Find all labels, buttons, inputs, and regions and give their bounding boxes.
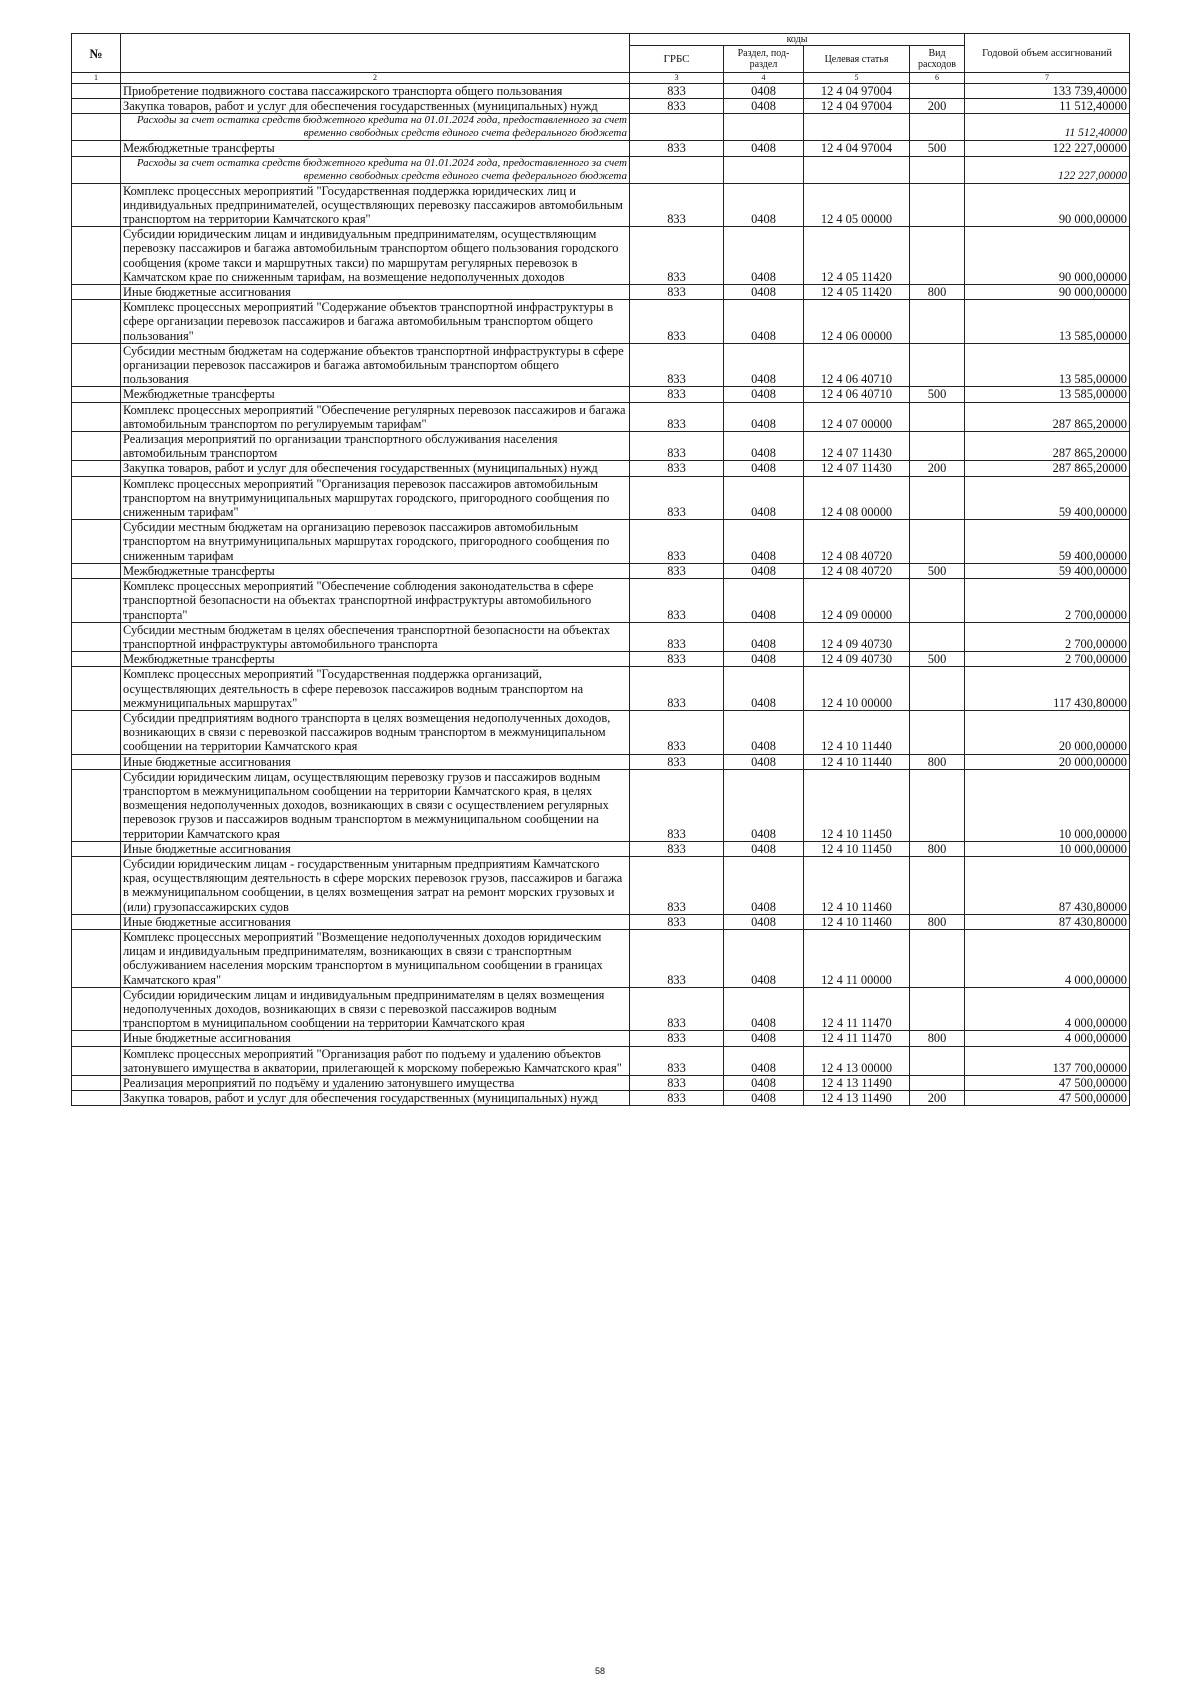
row-name-cell: Расходы за счет остатка средств бюджетного кредита на 01.01.2024 года, предоставленного за счет временно свободных средств единого счета федерального бюджета	[121, 114, 630, 141]
row-number-cell	[72, 183, 121, 227]
row-grbs-cell: 833	[630, 461, 724, 476]
table-row	[72, 841, 1130, 856]
row-grbs-cell: 833	[630, 652, 724, 667]
row-number-cell	[72, 432, 121, 461]
table-row	[72, 300, 1130, 344]
row-number-cell	[72, 114, 121, 141]
row-exp-type-cell	[910, 84, 965, 99]
row-exp-type-cell	[910, 667, 965, 711]
table-row	[72, 141, 1130, 156]
row-amount-cell: 2 700,00000	[965, 622, 1130, 651]
row-number-cell	[72, 476, 121, 520]
row-target-cell: 12 4 11 00000	[804, 929, 910, 987]
row-number-cell	[72, 461, 121, 476]
row-name-cell: Субсидии предприятиям водного транспорта в целях возмещения недополученных доходов, возникающих в связи с перевозкой пассажиров водным транспортом в межмуниципальном сообщении на территории Камчатского края	[121, 710, 630, 754]
row-exp-type-cell	[910, 114, 965, 141]
row-grbs-cell: 833	[630, 520, 724, 564]
row-section-cell: 0408	[724, 141, 804, 156]
row-grbs-cell: 833	[630, 841, 724, 856]
row-target-cell: 12 4 08 40720	[804, 520, 910, 564]
row-target-cell: 12 4 10 11440	[804, 710, 910, 754]
row-exp-type-cell	[910, 343, 965, 387]
row-amount-cell: 47 500,00000	[965, 1076, 1130, 1091]
table-row	[72, 754, 1130, 769]
table-row	[72, 227, 1130, 285]
row-section-cell: 0408	[724, 667, 804, 711]
row-exp-type-cell	[910, 156, 965, 183]
row-section-cell	[724, 156, 804, 183]
table-row	[72, 461, 1130, 476]
row-section-cell: 0408	[724, 99, 804, 114]
row-exp-type-cell	[910, 300, 965, 344]
row-amount-cell: 133 739,40000	[965, 84, 1130, 99]
row-grbs-cell: 833	[630, 300, 724, 344]
table-row	[72, 987, 1130, 1031]
row-number-cell	[72, 710, 121, 754]
row-number-cell	[72, 99, 121, 114]
header-name	[121, 34, 630, 73]
table-row	[72, 99, 1130, 114]
row-exp-type-cell: 200	[910, 461, 965, 476]
row-target-cell: 12 4 05 11420	[804, 285, 910, 300]
row-target-cell: 12 4 11 11470	[804, 987, 910, 1031]
colnum-3: 3	[630, 73, 724, 84]
row-name-cell: Иные бюджетные ассигнования	[121, 754, 630, 769]
row-amount-cell: 11 512,40000	[965, 114, 1130, 141]
row-name-cell: Комплекс процессных мероприятий "Содержание объектов транспортной инфраструктуры в сфере организации перевозок пассажиров и багажа автомобильным транспортом общего пользования"	[121, 300, 630, 344]
row-section-cell: 0408	[724, 183, 804, 227]
row-target-cell: 12 4 10 11440	[804, 754, 910, 769]
row-amount-cell: 59 400,00000	[965, 476, 1130, 520]
row-grbs-cell	[630, 114, 724, 141]
row-name-cell: Комплекс процессных мероприятий "Обеспечение регулярных перевозок пассажиров и багажа автомобильным транспортом по регулируемым тарифам"	[121, 402, 630, 431]
row-grbs-cell: 833	[630, 1031, 724, 1046]
row-name-cell: Межбюджетные трансферты	[121, 563, 630, 578]
row-name-cell: Иные бюджетные ассигнования	[121, 914, 630, 929]
header-exp-type: Вид расходов	[910, 46, 965, 73]
row-section-cell: 0408	[724, 285, 804, 300]
row-name-cell: Межбюджетные трансферты	[121, 652, 630, 667]
row-section-cell: 0408	[724, 856, 804, 914]
row-amount-cell: 2 700,00000	[965, 579, 1130, 623]
row-target-cell: 12 4 04 97004	[804, 99, 910, 114]
row-target-cell: 12 4 07 00000	[804, 402, 910, 431]
row-amount-cell: 90 000,00000	[965, 285, 1130, 300]
row-target-cell: 12 4 13 11490	[804, 1091, 910, 1106]
row-target-cell: 12 4 09 40730	[804, 652, 910, 667]
row-target-cell: 12 4 06 40710	[804, 387, 910, 402]
row-exp-type-cell	[910, 1046, 965, 1075]
header-target: Целевая статья	[804, 46, 910, 73]
header-grbs: ГРБС	[630, 46, 724, 73]
row-grbs-cell: 833	[630, 285, 724, 300]
row-name-cell: Межбюджетные трансферты	[121, 141, 630, 156]
row-grbs-cell: 833	[630, 563, 724, 578]
row-target-cell	[804, 156, 910, 183]
row-number-cell	[72, 929, 121, 987]
row-number-cell	[72, 1091, 121, 1106]
row-amount-cell: 90 000,00000	[965, 227, 1130, 285]
row-amount-cell: 13 585,00000	[965, 343, 1130, 387]
row-grbs-cell: 833	[630, 1091, 724, 1106]
table-row	[72, 710, 1130, 754]
row-target-cell: 12 4 07 11430	[804, 461, 910, 476]
table-row	[72, 432, 1130, 461]
row-number-cell	[72, 667, 121, 711]
row-target-cell: 12 4 05 11420	[804, 227, 910, 285]
row-target-cell: 12 4 07 11430	[804, 432, 910, 461]
header-annual: Годовой объем ассигнований	[965, 34, 1130, 73]
row-number-cell	[72, 141, 121, 156]
row-exp-type-cell	[910, 929, 965, 987]
row-name-cell: Закупка товаров, работ и услуг для обеспечения государственных (муниципальных) нужд	[121, 461, 630, 476]
table-row	[72, 520, 1130, 564]
row-section-cell: 0408	[724, 769, 804, 841]
table-row	[72, 914, 1130, 929]
budget-table	[71, 33, 1130, 1106]
row-target-cell: 12 4 06 00000	[804, 300, 910, 344]
row-section-cell: 0408	[724, 432, 804, 461]
row-number-cell	[72, 754, 121, 769]
row-name-cell: Расходы за счет остатка средств бюджетного кредита на 01.01.2024 года, предоставленного за счет временно свободных средств единого счета федерального бюджета	[121, 156, 630, 183]
row-grbs-cell: 833	[630, 710, 724, 754]
row-grbs-cell: 833	[630, 929, 724, 987]
row-section-cell: 0408	[724, 652, 804, 667]
row-number-cell	[72, 520, 121, 564]
row-grbs-cell: 833	[630, 769, 724, 841]
row-name-cell: Закупка товаров, работ и услуг для обеспечения государственных (муниципальных) нужд	[121, 1091, 630, 1106]
colnum-1: 1	[72, 73, 121, 84]
row-section-cell: 0408	[724, 1091, 804, 1106]
row-amount-cell: 47 500,00000	[965, 1091, 1130, 1106]
row-exp-type-cell	[910, 710, 965, 754]
header-row-1	[72, 34, 1130, 46]
row-target-cell: 12 4 04 97004	[804, 141, 910, 156]
colnum-5: 5	[804, 73, 910, 84]
row-amount-cell: 90 000,00000	[965, 183, 1130, 227]
row-exp-type-cell: 500	[910, 141, 965, 156]
row-name-cell: Иные бюджетные ассигнования	[121, 285, 630, 300]
row-amount-cell: 11 512,40000	[965, 99, 1130, 114]
table-row	[72, 1046, 1130, 1075]
row-section-cell: 0408	[724, 841, 804, 856]
row-exp-type-cell	[910, 183, 965, 227]
row-target-cell: 12 4 10 11460	[804, 856, 910, 914]
row-target-cell: 12 4 09 40730	[804, 622, 910, 651]
row-name-cell: Субсидии местным бюджетам в целях обеспечения транспортной безопасности на объектах транспортной инфраструктуры автомобильного транспорта	[121, 622, 630, 651]
row-name-cell: Реализация мероприятий по подъёму и удалению затонувшего имущества	[121, 1076, 630, 1091]
table-row	[72, 84, 1130, 99]
row-amount-cell: 13 585,00000	[965, 300, 1130, 344]
table-row	[72, 622, 1130, 651]
row-target-cell: 12 4 06 40710	[804, 343, 910, 387]
table-row	[72, 476, 1130, 520]
row-exp-type-cell: 500	[910, 652, 965, 667]
table-row	[72, 387, 1130, 402]
row-exp-type-cell: 500	[910, 387, 965, 402]
row-amount-cell: 4 000,00000	[965, 929, 1130, 987]
colnum-2: 2	[121, 73, 630, 84]
row-name-cell: Реализация мероприятий по организации транспортного обслуживания населения автомобильным транспортом	[121, 432, 630, 461]
row-number-cell	[72, 1046, 121, 1075]
row-number-cell	[72, 300, 121, 344]
row-exp-type-cell	[910, 432, 965, 461]
row-amount-cell: 13 585,00000	[965, 387, 1130, 402]
table-row	[72, 114, 1130, 141]
row-name-cell: Субсидии юридическим лицам и индивидуальным предпринимателям в целях возмещения недополученных доходов, возникающих в связи с перевозкой пассажиров водным транспортом в муниципальном сообщении на территории Камчатского края	[121, 987, 630, 1031]
row-exp-type-cell: 800	[910, 285, 965, 300]
row-exp-type-cell	[910, 987, 965, 1031]
row-grbs-cell: 833	[630, 579, 724, 623]
row-grbs-cell: 833	[630, 1076, 724, 1091]
row-section-cell: 0408	[724, 520, 804, 564]
table-row	[72, 769, 1130, 841]
row-amount-cell: 137 700,00000	[965, 1046, 1130, 1075]
row-exp-type-cell	[910, 227, 965, 285]
row-grbs-cell: 833	[630, 432, 724, 461]
row-grbs-cell: 833	[630, 387, 724, 402]
row-number-cell	[72, 227, 121, 285]
header-codes: коды	[630, 34, 965, 46]
row-section-cell: 0408	[724, 579, 804, 623]
table-row	[72, 285, 1130, 300]
row-name-cell: Комплекс процессных мероприятий "Возмещение недополученных доходов юридическим лицам и индивидуальным предпринимателям, возникающих в связи с транспортным обслуживанием населения морским транспортом в муниципальном сообщении в границах Камчатского края"	[121, 929, 630, 987]
page-number: 58	[594, 1666, 605, 1676]
row-section-cell: 0408	[724, 343, 804, 387]
row-grbs-cell: 833	[630, 856, 724, 914]
row-number-cell	[72, 856, 121, 914]
row-name-cell: Субсидии местным бюджетам на содержание объектов транспортной инфраструктуры в сфере организации перевозок пассажиров и багажа автомобильным транспортом общего пользования	[121, 343, 630, 387]
row-section-cell: 0408	[724, 1046, 804, 1075]
row-amount-cell: 287 865,20000	[965, 461, 1130, 476]
row-amount-cell: 122 227,00000	[965, 141, 1130, 156]
row-number-cell	[72, 563, 121, 578]
row-name-cell: Иные бюджетные ассигнования	[121, 841, 630, 856]
row-target-cell: 12 4 10 11450	[804, 841, 910, 856]
table-row	[72, 402, 1130, 431]
row-exp-type-cell	[910, 520, 965, 564]
row-number-cell	[72, 652, 121, 667]
table-row	[72, 929, 1130, 987]
header-number: №	[72, 34, 121, 73]
row-target-cell: 12 4 05 00000	[804, 183, 910, 227]
row-section-cell: 0408	[724, 1076, 804, 1091]
row-amount-cell: 87 430,80000	[965, 856, 1130, 914]
row-name-cell: Субсидии юридическим лицам и индивидуальным предпринимателям, осуществляющим перевозку пассажиров и багажа автомобильным транспортом общего пользования городского сообщения (кроме такси и маршрутных такси) по маршрутам регулярных перевозок в Камчатском крае по сниженным тарифам, на возмещение недополученных доходов	[121, 227, 630, 285]
row-target-cell	[804, 114, 910, 141]
row-section-cell: 0408	[724, 622, 804, 651]
row-amount-cell: 59 400,00000	[965, 563, 1130, 578]
colnum-6: 6	[910, 73, 965, 84]
row-grbs-cell: 833	[630, 141, 724, 156]
row-name-cell: Комплекс процессных мероприятий "Обеспечение соблюдения законодательства в сфере транспортной безопасности на объектах транспортной инфраструктуры автомобильного транспорта"	[121, 579, 630, 623]
row-section-cell: 0408	[724, 754, 804, 769]
row-amount-cell: 287 865,20000	[965, 432, 1130, 461]
row-number-cell	[72, 987, 121, 1031]
table-row	[72, 652, 1130, 667]
column-number-row	[72, 73, 1130, 84]
row-section-cell: 0408	[724, 563, 804, 578]
row-amount-cell: 10 000,00000	[965, 769, 1130, 841]
row-section-cell: 0408	[724, 227, 804, 285]
row-exp-type-cell	[910, 402, 965, 431]
row-amount-cell: 117 430,80000	[965, 667, 1130, 711]
row-grbs-cell	[630, 156, 724, 183]
row-number-cell	[72, 402, 121, 431]
row-name-cell: Субсидии юридическим лицам - государственным унитарным предприятиям Камчатского края, осуществляющим деятельность в сфере морских перевозок грузов, пассажиров и багажа в межмуниципальном сообщении, в целях возмещения затрат на ремонт морских грузовых и (или) грузопассажирских судов	[121, 856, 630, 914]
row-section-cell: 0408	[724, 387, 804, 402]
row-exp-type-cell: 800	[910, 754, 965, 769]
row-target-cell: 12 4 10 00000	[804, 667, 910, 711]
row-exp-type-cell: 500	[910, 563, 965, 578]
row-section-cell: 0408	[724, 710, 804, 754]
row-name-cell: Комплекс процессных мероприятий "Государственная поддержка организаций, осуществляющих деятельность в сфере перевозок пассажиров водным транспортом на межмуниципальных маршрутах"	[121, 667, 630, 711]
row-grbs-cell: 833	[630, 667, 724, 711]
row-grbs-cell: 833	[630, 754, 724, 769]
row-name-cell: Комплекс процессных мероприятий "Организация перевозок пассажиров автомобильным транспортом на внутримуниципальных маршрутах городского, пригородного сообщения по сниженным тарифам"	[121, 476, 630, 520]
row-name-cell: Комплекс процессных мероприятий "Государственная поддержка юридических лиц и индивидуальных предпринимателей, осуществляющих перевозку пассажиров автомобильным транспортом на территории Камчатского края"	[121, 183, 630, 227]
row-target-cell: 12 4 08 40720	[804, 563, 910, 578]
row-grbs-cell: 833	[630, 914, 724, 929]
row-number-cell	[72, 387, 121, 402]
row-name-cell: Субсидии юридическим лицам, осуществляющим перевозку грузов и пассажиров водным транспортом в межмуниципальном сообщении на территории Камчатского края, в целях возмещения недополученных доходов, возникающих в связи с осуществлением регулярных перевозок грузов и пассажиров водным транспортом в межмуниципальном сообщении на территории Камчатского края	[121, 769, 630, 841]
row-section-cell: 0408	[724, 402, 804, 431]
row-grbs-cell: 833	[630, 84, 724, 99]
table-row	[72, 343, 1130, 387]
row-amount-cell: 59 400,00000	[965, 520, 1130, 564]
row-amount-cell: 10 000,00000	[965, 841, 1130, 856]
row-exp-type-cell: 200	[910, 99, 965, 114]
row-exp-type-cell	[910, 1076, 965, 1091]
row-exp-type-cell: 200	[910, 1091, 965, 1106]
row-target-cell: 12 4 13 00000	[804, 1046, 910, 1075]
row-amount-cell: 287 865,20000	[965, 402, 1130, 431]
row-grbs-cell: 833	[630, 183, 724, 227]
header-section: Раздел, под-раздел	[724, 46, 804, 73]
row-name-cell: Комплекс процессных мероприятий "Организация работ по подъему и удалению объектов затонувшего имущества в акватории, прилегающей к морскому побережью Камчатского края"	[121, 1046, 630, 1075]
row-amount-cell: 20 000,00000	[965, 754, 1130, 769]
row-section-cell: 0408	[724, 914, 804, 929]
row-amount-cell: 122 227,00000	[965, 156, 1130, 183]
row-number-cell	[72, 1031, 121, 1046]
table-row	[72, 856, 1130, 914]
table-row	[72, 1076, 1130, 1091]
row-amount-cell: 87 430,80000	[965, 914, 1130, 929]
row-grbs-cell: 833	[630, 343, 724, 387]
row-target-cell: 12 4 10 11460	[804, 914, 910, 929]
row-section-cell: 0408	[724, 476, 804, 520]
row-amount-cell: 2 700,00000	[965, 652, 1130, 667]
row-section-cell: 0408	[724, 987, 804, 1031]
row-grbs-cell: 833	[630, 1046, 724, 1075]
row-target-cell: 12 4 04 97004	[804, 84, 910, 99]
row-exp-type-cell: 800	[910, 914, 965, 929]
row-section-cell: 0408	[724, 929, 804, 987]
table-row	[72, 563, 1130, 578]
row-name-cell: Иные бюджетные ассигнования	[121, 1031, 630, 1046]
colnum-4: 4	[724, 73, 804, 84]
table-row	[72, 1031, 1130, 1046]
row-grbs-cell: 833	[630, 987, 724, 1031]
table-row	[72, 1091, 1130, 1106]
row-grbs-cell: 833	[630, 227, 724, 285]
row-exp-type-cell	[910, 476, 965, 520]
row-section-cell: 0408	[724, 461, 804, 476]
row-exp-type-cell	[910, 622, 965, 651]
row-number-cell	[72, 156, 121, 183]
table-row	[72, 667, 1130, 711]
row-amount-cell: 20 000,00000	[965, 710, 1130, 754]
row-exp-type-cell: 800	[910, 841, 965, 856]
row-section-cell	[724, 114, 804, 141]
row-name-cell: Субсидии местным бюджетам на организацию перевозок пассажиров автомобильным транспортом на внутримуниципальных маршрутах городского, пригородного сообщения по сниженным тарифам	[121, 520, 630, 564]
row-number-cell	[72, 343, 121, 387]
row-name-cell: Закупка товаров, работ и услуг для обеспечения государственных (муниципальных) нужд	[121, 99, 630, 114]
row-section-cell: 0408	[724, 1031, 804, 1046]
row-number-cell	[72, 579, 121, 623]
row-exp-type-cell	[910, 579, 965, 623]
row-grbs-cell: 833	[630, 622, 724, 651]
table-row	[72, 183, 1130, 227]
row-grbs-cell: 833	[630, 402, 724, 431]
row-number-cell	[72, 622, 121, 651]
row-grbs-cell: 833	[630, 99, 724, 114]
row-name-cell: Межбюджетные трансферты	[121, 387, 630, 402]
row-target-cell: 12 4 10 11450	[804, 769, 910, 841]
row-target-cell: 12 4 13 11490	[804, 1076, 910, 1091]
row-number-cell	[72, 914, 121, 929]
row-name-cell: Приобретение подвижного состава пассажирского транспорта общего пользования	[121, 84, 630, 99]
row-number-cell	[72, 1076, 121, 1091]
row-amount-cell: 4 000,00000	[965, 1031, 1130, 1046]
colnum-7: 7	[965, 73, 1130, 84]
row-number-cell	[72, 769, 121, 841]
row-exp-type-cell	[910, 856, 965, 914]
row-number-cell	[72, 285, 121, 300]
row-target-cell: 12 4 09 00000	[804, 579, 910, 623]
row-grbs-cell: 833	[630, 476, 724, 520]
row-number-cell	[72, 84, 121, 99]
row-number-cell	[72, 841, 121, 856]
row-section-cell: 0408	[724, 84, 804, 99]
table-row	[72, 156, 1130, 183]
row-amount-cell: 4 000,00000	[965, 987, 1130, 1031]
table-row	[72, 579, 1130, 623]
row-target-cell: 12 4 08 00000	[804, 476, 910, 520]
row-section-cell: 0408	[724, 300, 804, 344]
row-exp-type-cell	[910, 769, 965, 841]
row-exp-type-cell: 800	[910, 1031, 965, 1046]
row-target-cell: 12 4 11 11470	[804, 1031, 910, 1046]
table-body	[72, 84, 1130, 1106]
